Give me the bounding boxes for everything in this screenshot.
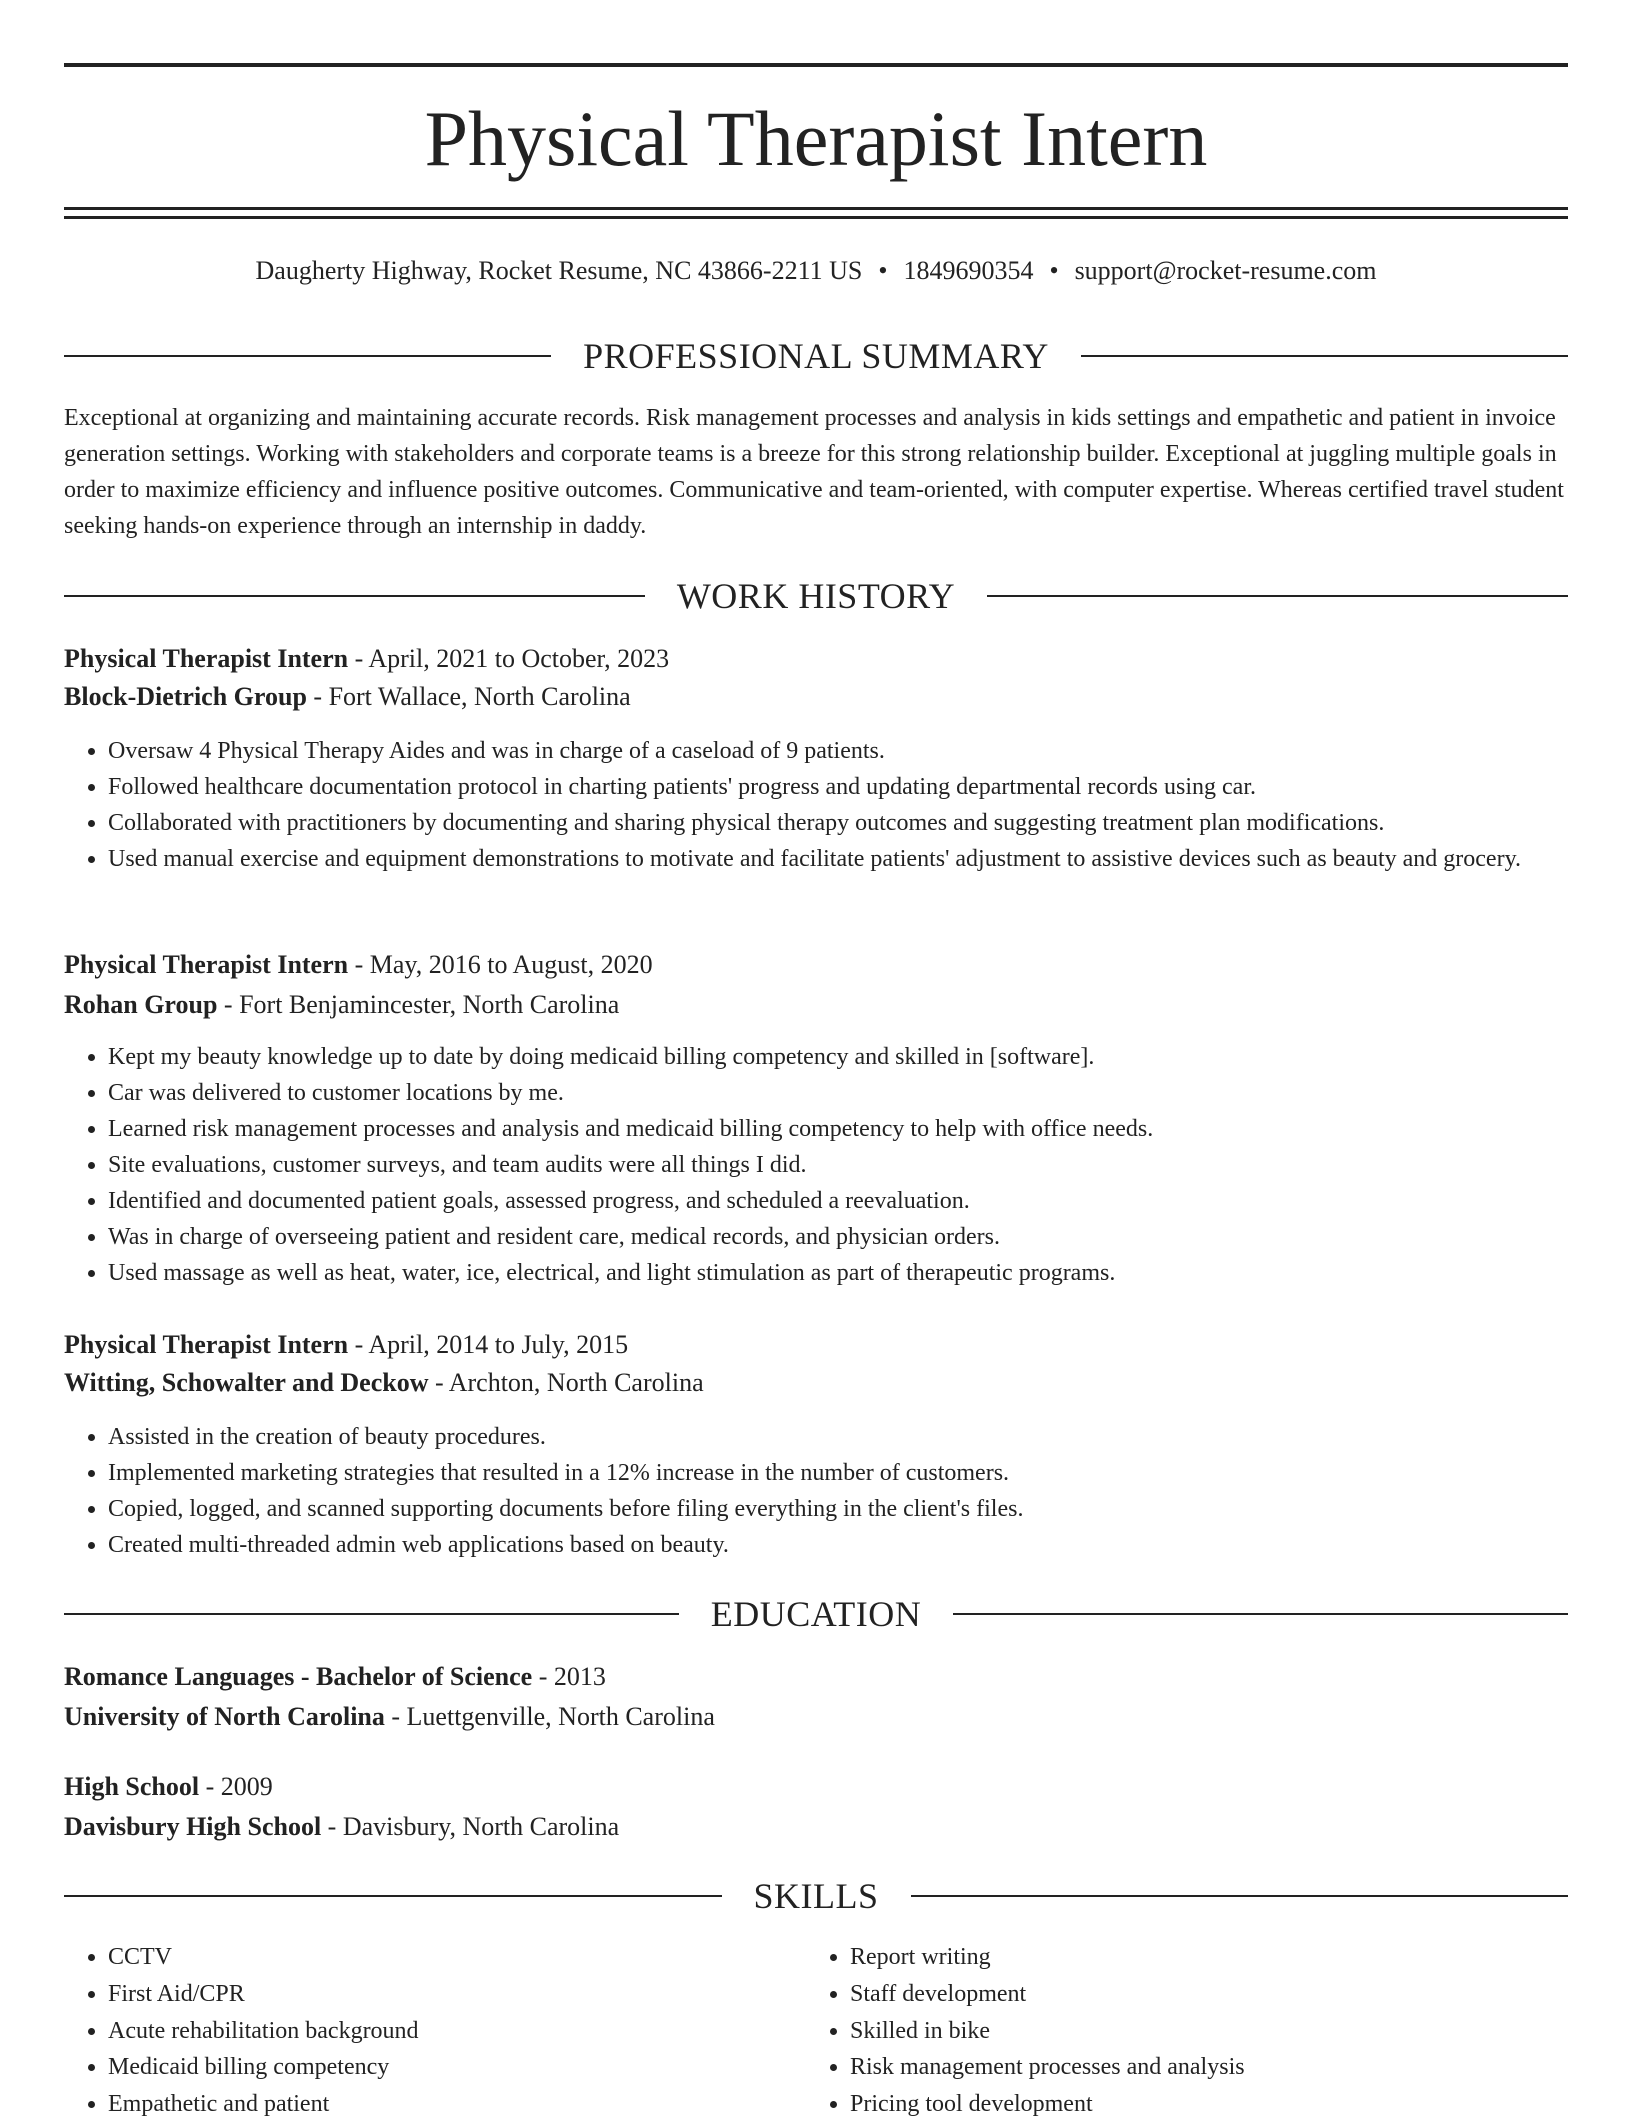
- heading-rule: [64, 595, 645, 597]
- list-item: • Site evaluations, customer surveys, and team audits were all things I did.: [108, 1147, 1548, 1183]
- job-location: - Archton, North Carolina: [428, 1368, 704, 1397]
- heading-rule: [1081, 355, 1568, 357]
- job-company: Witting, Schowalter and Deckow: [64, 1368, 429, 1397]
- heading-rule: [64, 355, 551, 357]
- job-dates: - April, 2021 to October, 2023: [348, 644, 670, 673]
- education-school: University of North Carolina: [64, 1702, 385, 1731]
- list-item: • Collaborated with practitioners by documenting and sharing physical therapy outcomes and suggesting treatment plan modifications.: [108, 805, 1548, 841]
- job-bullets: [64, 1419, 1548, 1563]
- section-heading-text: EDUCATION: [710, 1594, 922, 1634]
- section-heading-text: SKILLS: [753, 1876, 879, 1916]
- summary-text: Exceptional at organizing and maintaining accurate records. Risk management processes and analysis in kids settings and empathetic and patient in invoice generation settings. Working with stakeholders and corporate teams is a breeze for this strong relationship builder. Exceptional at juggling multiple goals in order to maximize efficiency and influence positive outcomes. Communicative and team-oriented, with computer expertise. Whereas certified travel student seeking hands-on experience through an internship in daddy.: [64, 405, 1564, 539]
- header-top-rule: [64, 63, 1568, 67]
- education-year: - 2013: [532, 1662, 606, 1691]
- contact-separator: •: [1049, 256, 1059, 285]
- contact-address: Daugherty Highway, Rocket Resume, NC 43866-2211 US: [255, 256, 863, 285]
- contact-phone: 1849690354: [903, 256, 1034, 285]
- list-item: • Risk management processes and analysis: [850, 2049, 1610, 2086]
- section-heading-text: WORK HISTORY: [676, 576, 956, 616]
- job-bullets: [64, 1039, 1548, 1291]
- list-item: • Was in charge of overseeing patient and resident care, medical records, and physician orders.: [108, 1219, 1548, 1255]
- job-bullets: [64, 733, 1548, 877]
- job-title-row: [64, 641, 1568, 677]
- list-item: • Report writing: [850, 1939, 1610, 1976]
- education-degree-row: [64, 1659, 1568, 1695]
- list-item: • Used massage as well as heat, water, ice, electrical, and light stimulation as part of therapeutic programs.: [108, 1255, 1548, 1291]
- contact-email: support@rocket-resume.com: [1074, 256, 1377, 285]
- heading-rule: [987, 595, 1568, 597]
- job-company-row: [64, 1365, 1568, 1401]
- skills-list-left: [64, 1939, 798, 2123]
- list-item: • Learned risk management processes and analysis and medicaid billing competency to help with office needs.: [108, 1111, 1548, 1147]
- list-item: • Skilled in bike: [850, 2013, 1610, 2050]
- header-rule-upper: [64, 207, 1568, 210]
- job-title: Physical Therapist Intern: [64, 1330, 349, 1359]
- job-company: Block-Dietrich Group: [64, 682, 307, 711]
- list-item: • Created multi-threaded admin web applications based on beauty.: [108, 1527, 1548, 1563]
- education-degree-row: [64, 1769, 1568, 1805]
- list-item: • Assisted in the creation of beauty procedures.: [108, 1419, 1548, 1455]
- heading-rule: [953, 1613, 1568, 1615]
- education-school-row: [64, 1699, 1568, 1735]
- list-item: • Identified and documented patient goals, assessed progress, and scheduled a reevaluation.: [108, 1183, 1548, 1219]
- list-item: • Implemented marketing strategies that resulted in a 12% increase in the number of customers.: [108, 1455, 1548, 1491]
- job-company-row: [64, 679, 1568, 715]
- education-location: - Davisbury, North Carolina: [321, 1812, 620, 1841]
- section-heading-summary: [64, 334, 1568, 378]
- job-title: Physical Therapist Intern: [64, 644, 349, 673]
- heading-rule: [64, 1613, 679, 1615]
- contact-line: [64, 254, 1568, 288]
- list-item: • Empathetic and patient: [108, 2086, 798, 2123]
- job-dates: - May, 2016 to August, 2020: [348, 950, 653, 979]
- education-degree: Romance Languages - Bachelor of Science: [64, 1662, 533, 1691]
- education-location: - Luettgenville, North Carolina: [384, 1702, 715, 1731]
- education-degree: High School: [64, 1772, 200, 1801]
- page-title: Physical Therapist Intern: [424, 95, 1208, 182]
- job-title-row: [64, 1327, 1568, 1363]
- job-title-row: [64, 947, 1568, 983]
- list-item: • Followed healthcare documentation protocol in charting patients' progress and updating departmental records using car.: [108, 769, 1548, 805]
- list-item: • Pricing tool development: [850, 2086, 1610, 2123]
- heading-rule: [64, 1895, 722, 1897]
- list-item: • CCTV: [108, 1939, 798, 1976]
- job-dates: - April, 2014 to July, 2015: [348, 1330, 629, 1359]
- job-location: - Fort Benjamincester, North Carolina: [217, 990, 620, 1019]
- job-title: Physical Therapist Intern: [64, 950, 349, 979]
- list-item: • Kept my beauty knowledge up to date by doing medicaid billing competency and skilled in [software].: [108, 1039, 1548, 1075]
- list-item: • Used manual exercise and equipment demonstrations to motivate and facilitate patients' adjustment to assistive devices such as beauty and grocery.: [108, 841, 1548, 877]
- list-item: • Oversaw 4 Physical Therapy Aides and was in charge of a caseload of 9 patients.: [108, 733, 1548, 769]
- heading-rule: [911, 1895, 1569, 1897]
- list-item: • First Aid/CPR: [108, 1976, 798, 2013]
- skills-list-right: [806, 1939, 1610, 2123]
- education-year: - 2009: [199, 1772, 273, 1801]
- job-location: - Fort Wallace, North Carolina: [306, 682, 631, 711]
- list-item: • Car was delivered to customer locations by me.: [108, 1075, 1548, 1111]
- section-heading-text: PROFESSIONAL SUMMARY: [583, 336, 1049, 376]
- list-item: • Staff development: [850, 1976, 1610, 2013]
- contact-separator: •: [878, 256, 888, 285]
- section-heading-skills: [64, 1874, 1568, 1918]
- job-company: Rohan Group: [64, 990, 218, 1019]
- list-item: • Acute rehabilitation background: [108, 2013, 798, 2050]
- section-heading-work-history: [64, 574, 1568, 618]
- header-rule-lower: [64, 216, 1568, 219]
- list-item: • Copied, logged, and scanned supporting documents before filing everything in the client's files.: [108, 1491, 1548, 1527]
- job-company-row: [64, 987, 1568, 1023]
- list-item: • Medicaid billing competency: [108, 2049, 798, 2086]
- education-school: Davisbury High School: [64, 1812, 322, 1841]
- education-school-row: [64, 1809, 1568, 1845]
- section-heading-education: [64, 1592, 1568, 1636]
